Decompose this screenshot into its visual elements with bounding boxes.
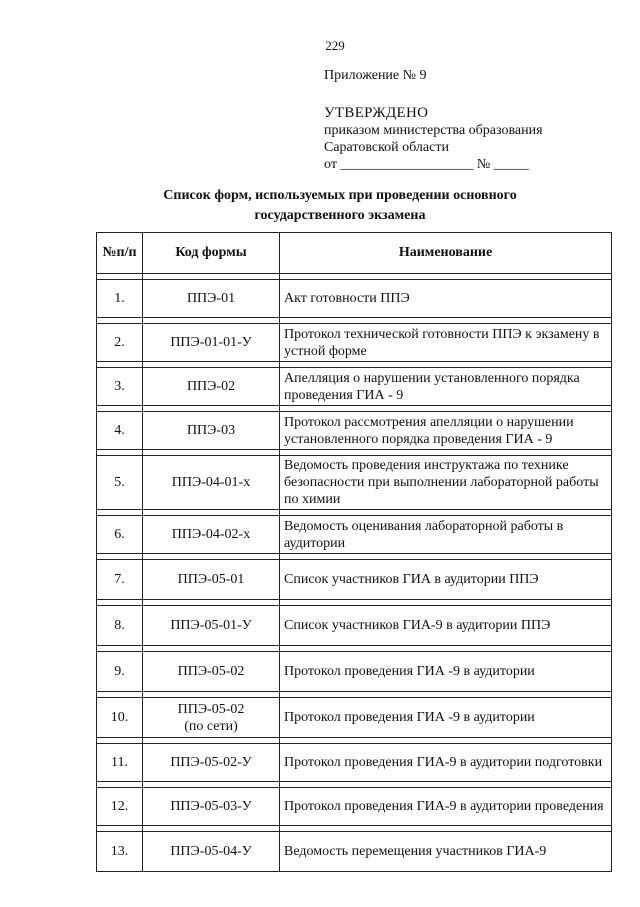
cell-num: 9. — [97, 652, 143, 692]
cell-num: 2. — [97, 324, 143, 362]
table-row — [97, 788, 612, 826]
cell-code: ППЭ-05-04-У — [143, 832, 280, 872]
cell-code: ППЭ-05-02 — [143, 652, 280, 692]
approval-heading: УТВЕРЖДЕНО — [324, 105, 429, 121]
cell-name: Протокол проведения ГИА -9 в аудитории — [280, 698, 612, 738]
approval-line-2: Саратовской области — [324, 140, 449, 155]
table-header-row — [97, 233, 612, 274]
table-row — [97, 368, 612, 406]
cell-num: 7. — [97, 560, 143, 600]
cell-code: ППЭ-05-01 — [143, 560, 280, 600]
header-name: Наименование — [280, 233, 612, 274]
header-num: №п/п — [97, 233, 143, 274]
cell-code: ППЭ-03 — [143, 412, 280, 450]
cell-name: Ведомость проведения инструктажа по технике безопасности при выполнении лабораторной работы по химии — [280, 456, 612, 510]
table-row — [97, 324, 612, 362]
cell-name: Акт готовности ППЭ — [280, 280, 612, 318]
approval-block — [324, 105, 543, 173]
cell-name: Ведомость оценивания лабораторной работы в аудитории — [280, 516, 612, 554]
cell-num: 4. — [97, 412, 143, 450]
cell-code: ППЭ-05-03-У — [143, 788, 280, 826]
cell-num: 12. — [97, 788, 143, 826]
page-number: 229 — [325, 38, 345, 53]
table-row — [97, 832, 612, 872]
cell-num: 10. — [97, 698, 143, 738]
cell-name: Протокол рассмотрения апелляции о нарушении установленного порядка проведения ГИА - 9 — [280, 412, 612, 450]
document-title-line-1: Список форм, используемых при проведении основного — [163, 188, 517, 203]
table-row — [97, 698, 612, 738]
cell-num: 3. — [97, 368, 143, 406]
cell-name: Ведомость перемещения участников ГИА-9 — [280, 832, 612, 872]
cell-code: ППЭ-05-02 (по сети) — [143, 698, 280, 738]
cell-name: Апелляция о нарушении установленного порядка проведения ГИА - 9 — [280, 368, 612, 406]
cell-name: Протокол проведения ГИА-9 в аудитории проведения — [280, 788, 612, 826]
cell-code: ППЭ-01-01-У — [143, 324, 280, 362]
cell-num: 6. — [97, 516, 143, 554]
table-row — [97, 652, 612, 692]
cell-num: 11. — [97, 744, 143, 782]
cell-code: ППЭ-02 — [143, 368, 280, 406]
document-title — [90, 186, 590, 226]
cell-name: Список участников ГИА в аудитории ППЭ — [280, 560, 612, 600]
approval-line-1: приказом министерства образования — [324, 123, 543, 138]
cell-name: Список участников ГИА-9 в аудитории ППЭ — [280, 606, 612, 646]
table-row — [97, 412, 612, 450]
appendix-label: Приложение № 9 — [324, 68, 427, 83]
table-body — [97, 274, 612, 872]
cell-code: ППЭ-05-01-У — [143, 606, 280, 646]
cell-name: Протокол проведения ГИА -9 в аудитории — [280, 652, 612, 692]
header-code: Код формы — [143, 233, 280, 274]
cell-code: ППЭ-04-02-х — [143, 516, 280, 554]
approval-line-3: от ___________________ № _____ — [324, 157, 529, 172]
cell-name: Протокол проведения ГИА-9 в аудитории подготовки — [280, 744, 612, 782]
table-row — [97, 516, 612, 554]
cell-code: ППЭ-01 — [143, 280, 280, 318]
cell-num: 8. — [97, 606, 143, 646]
document-title-line-2: государственного экзамена — [254, 208, 426, 223]
table-row — [97, 560, 612, 600]
table-row — [97, 456, 612, 510]
cell-code: ППЭ-04-01-х — [143, 456, 280, 510]
table-row — [97, 606, 612, 646]
cell-name: Протокол технической готовности ППЭ к экзамену в устной форме — [280, 324, 612, 362]
cell-code: ППЭ-05-02-У — [143, 744, 280, 782]
cell-num: 5. — [97, 456, 143, 510]
table-row — [97, 744, 612, 782]
cell-num: 1. — [97, 280, 143, 318]
cell-num: 13. — [97, 832, 143, 872]
forms-table — [96, 232, 612, 872]
table-row — [97, 280, 612, 318]
